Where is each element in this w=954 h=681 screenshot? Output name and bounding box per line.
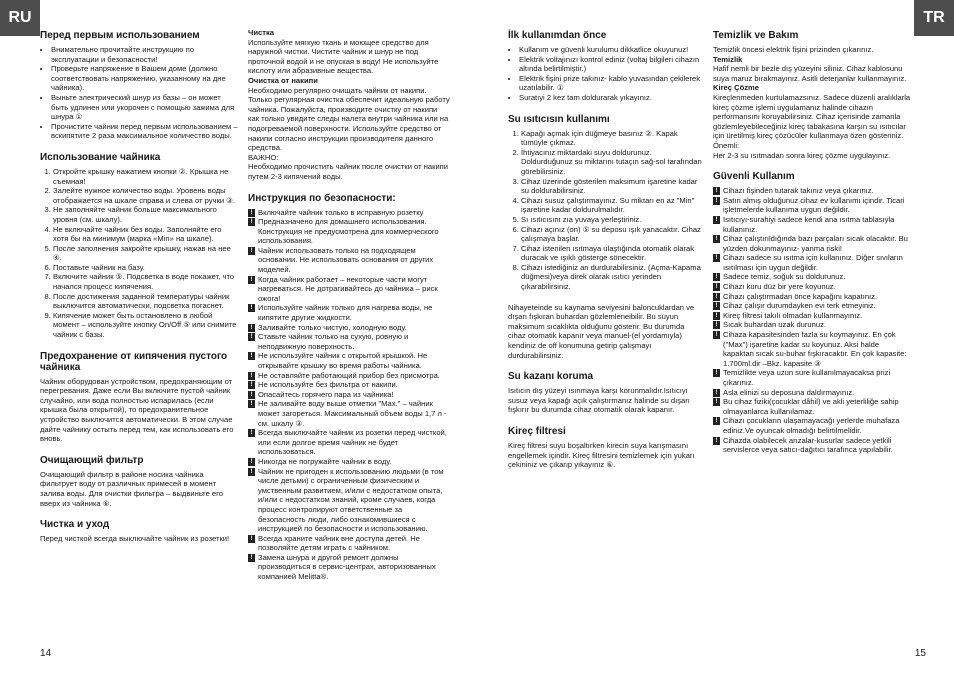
warning-icon: ! (713, 389, 720, 397)
tr-descale-important-label: Önemli: (713, 140, 740, 150)
tr-heater-list (508, 129, 704, 292)
ru-filter-title: Очищающий фильтр (40, 454, 144, 466)
list-item: 4. Не включайте чайник без воды. Заполняйте его хотя бы на минимум (марка «Min» на шкале). (53, 225, 238, 244)
warning-icon: ! (248, 352, 255, 360)
page-number-right: 15 (914, 648, 926, 659)
list-item: ! Не заливайте воду выше отметки "Max." – чайник может загореться. Максимальный объем воды 1,7 л - см. шкалу ③. (258, 399, 450, 428)
ru-care-text: Перед чисткой всегда выключайте чайник из розетки! (40, 534, 230, 544)
warning-icon: ! (248, 372, 255, 380)
warning-icon: ! (713, 331, 720, 339)
list-item: ! Не оставляйте работающий прибор без присмотра. (258, 371, 450, 381)
warning-icon: ! (713, 312, 720, 320)
language-tab-ru: RU (0, 0, 40, 36)
tr-descale-important-text: Her 2-3 su ısıtmadan sonra kireç çözme uygulayınız. (713, 150, 891, 160)
ru-first-use-list (40, 45, 238, 141)
list-item: • Проверьте напряжение в Вашем доме (должно соответствовать напряжению, указанному на дне чайника). (51, 64, 238, 93)
list-item: ! Cihaz çalıştırıldığında bazı parçaları sıcak olacaktır. Bu yüzden dokunmayınız- yanma riski! (723, 234, 911, 253)
list-item: ! Заливайте только чистую, холодную воду. (258, 323, 450, 333)
warning-icon: ! (713, 302, 720, 310)
list-item: ! Sadece temiz, soğuk su doldurunuz. (723, 272, 911, 282)
list-item: • Прочистите чайник перед первым использованием – вскипятите 2 раза максимальное количество воды. (51, 122, 238, 141)
list-item: 6. Cihazı açınız (on) ⑤ su deposu ışık yanacaktır. Cihaz çalışmaya başlar. (521, 225, 704, 244)
warning-icon: ! (248, 458, 255, 466)
warning-icon: ! (248, 400, 255, 408)
warning-icon: ! (713, 216, 720, 224)
warning-icon: ! (248, 304, 255, 312)
list-item: ! Опасайтесь горячего пара из чайника! (258, 390, 450, 400)
warning-icon: ! (713, 321, 720, 329)
warning-icon: ! (713, 398, 720, 406)
list-item: ! Bu cihaz fiziki(çocuklar dâhil) ve akli yeterliliğe sahip olmayanlarca kullanılamaz. (723, 397, 911, 416)
list-item: ! Satın almış olduğunuz cihaz ev kullanımı içindir. Ticari işletmelerde kullanıma uygun değildir. (723, 196, 911, 215)
list-item: 4. Cihazı susuz çalıştırmayınız. Su miktarı en az "Min" işaretine kadar doldurulmalıdır. (521, 196, 704, 215)
tr-cleaning-label: Temizlik (713, 54, 743, 64)
warning-icon: ! (248, 333, 255, 341)
list-item: • Suratıyi 2 kez tam doldurarak yıkayınız. (519, 93, 704, 103)
warning-icon: ! (248, 429, 255, 437)
list-item: ! Cihazda olabilecek arızalar-kusurlar sadece yetkili servislerce veya satıcı-dağıtıcı tarafınca yapılabilir. (723, 436, 911, 455)
language-tab-tr: TR (914, 0, 954, 36)
warning-icon: ! (713, 235, 720, 243)
ru-usage-list (40, 167, 238, 340)
list-item: • Выньте электрический шнур из базы – он может быть удлинен или укорочен с помощью зажима для шнура ① (51, 93, 238, 122)
ru-dry-boil-text: Чайник оборудован устройством, предохраняющим от перегревания. Даже если Вы включите пустой чайник случайно, или вода полностью испарилась (если крышка была открытой), то предохранительное устройство выключится автоматически. В этом случае дайте чайнику остыть перед тем, как использовать его вновь. (40, 376, 234, 444)
list-item: ! Cihazı çalıştırmadan önce kapağını kapatınız. (723, 292, 911, 302)
list-item: ! Ставьте чайник только на сухую, ровную и неподвижную поверхность. (258, 332, 450, 351)
list-item: ! Когда чайник работает – некоторые части могут нагреваться. Не дотрагивайтесь до чайника – риск ожога! (258, 275, 450, 304)
list-item: ! Никогда не погружайте чайник в воду. (258, 457, 450, 467)
ru-dry-boil-title: Предохранение от кипячения пустого чайника (40, 350, 228, 373)
list-item: 9. Кипячение может быть остановлено в любой момент – используйте кнопку On/Off ⑤ или снимите чайник с базы. (53, 311, 238, 340)
list-item: 2. İhtiyacınız miktardaki suyu doldurunuz. Doldurduğunuz su miktarını tutaçın sağ-sol tarafından görebilirsiniz. (521, 148, 704, 177)
list-item: ! Sıcak buhardan uzak durunuz. (723, 320, 911, 330)
list-item: 7. Включите чайник ⑤. Подсветка в воде покажет, что начался процесс кипячения. (53, 272, 238, 291)
list-item: 1. Откройте крышку нажатием кнопки ②. Крышка не съемная! (53, 167, 238, 186)
warning-icon: ! (248, 324, 255, 332)
ru-descale-important-text: Необходимо прочистить чайник после очистки от накипи путем 2-3 кипячений воды. (248, 162, 449, 181)
warning-icon: ! (713, 417, 720, 425)
tr-safety-title: Güvenli Kullanım (713, 171, 795, 183)
list-item: ! Temizlikte veya uzun sure kullanılmayacaksa prizi çıkarınız. (723, 368, 911, 387)
list-item: ! Не используйте без фильтра от накипи. (258, 380, 450, 390)
warning-icon: ! (248, 554, 255, 562)
list-item: ! Чайник использовать только на подходящем основании. Не использовать основания от других моделей. (258, 246, 450, 275)
list-item: 8. Cihazı istediğiniz an durdurabilirsiniz. (Açma-Kapama düğmesi)veya direk olarak ısıtıcı yerinden çıkarabilirsiniz. (521, 263, 704, 292)
list-item: ! Всегда храните чайник вне доступа детей. Не позволяйте детям играть с чайником. (258, 534, 450, 553)
tr-first-use-title: İlk kullanımdan önce (508, 30, 607, 41)
ru-clean-label: Чистка (248, 28, 274, 37)
tr-heater-note: Nihayeteinde su kaynama seviyesini baloncuklardan ve dışarı fışkıran buhardan gözlemleneibilir. Bu suyun maksimum sıcaklıkta olduğunu gösterir. Bu durumda cihaz otomatik kapanır veya manuel-(el yordamıyla) kendiniz de off konumuna getirip çalışmayı durdurabilirsiniz. (508, 302, 695, 360)
list-item: ! Cihazı çocukların ulaşamayacağı yerlerde muhafaza ediniz.Ve oyuncak olmadığı belirtilmelidir. (723, 416, 911, 435)
list-item: 2. Залейте нужное количество воды. Уровень воды отображается на шкале справа и слева от ручки ③. (53, 186, 238, 205)
list-item: ! Kireç filtresi takılı olmadan kullanmayınız. (723, 311, 911, 321)
ru-column-1 (40, 30, 238, 544)
list-item: • Elektrik voltajınızı kontrol ediniz (voltaj bilgileri cihazın altında belirtilmiştir.) (519, 55, 704, 74)
ru-first-use-title: Перед первым использованием (40, 30, 200, 41)
tr-care-title: Temizlik ve Bakım (713, 30, 799, 41)
warning-icon: ! (713, 273, 720, 281)
warning-icon: ! (248, 276, 255, 284)
warning-icon: ! (713, 283, 720, 291)
tr-cleaning-text: Hafif nemli bir bezle dış yüzeyini siliniz. Cihaz kablosunu suya maruz bırakmayınız. Asitli deterjanlar kullanmayınız. (713, 64, 907, 83)
tr-safety-list (713, 186, 911, 455)
list-item: ! Чайник не пригоден к использованию людьми (в том числе детьми) с ограниченным физическим и умственным развитием, и/или с недостатком опыта, и/или с недостатком знаний, кроме случаев, когда процесс контролируют ответственные за безопасность люди, либо ознакомившиеся с инструкцией по безопасности и использованию. (258, 467, 450, 534)
list-item: ! Замена шнура и другой ремонт должны производиться в сервис-центрах, авторизованных компанией Melitta®. (258, 553, 450, 582)
list-item: • Внимательно прочитайте инструкцию по эксплуатации и безопасности! (51, 45, 238, 64)
warning-icon: ! (713, 187, 720, 195)
ru-descale-important-label: ВАЖНО: (248, 152, 279, 162)
ru-safety-title: Инструкция по безопасности: (248, 192, 396, 204)
list-item: ! Используйте чайник только для нагрева воды, не кипятите другие жидкости. (258, 303, 450, 322)
list-item: 7. Cihaz istenilen ısıtmaya ulaştığında otomatik olarak duracak ve ışıklı gösterge sönecektir. (521, 244, 704, 263)
warning-icon: ! (713, 293, 720, 301)
ru-descale-label: Очистка от накипи (248, 75, 318, 85)
tr-descale-label: Kireç Çözme (713, 83, 760, 93)
ru-care-title: Чистка и уход (40, 519, 110, 531)
tr-descale-text: Kireçlenmeden kurtulamazsınız. Sadece düzenli aralıklarla kireç çözme işlemi uygulamanız halinde cihazın performansını koruyabilirsiniz. Cihaz içerisinde zamanla gözlemleyebileceğiniz kireç tabakasına karşın su ısıtıcılar için üretilmiş kireç çözücüler kullanmaya özen gösteriniz. (713, 92, 911, 141)
list-item: 5. После заполнения закройте крышку, нажав на нее ④. (53, 244, 238, 263)
tr-column-2 (713, 30, 911, 455)
list-item: 6. Поставьте чайник на базу. (53, 263, 238, 273)
list-item: ! Предназначено для домашнего использования. Конструкция не предусмотрена для коммерческого использования. (258, 217, 450, 246)
tr-first-use-list (508, 45, 704, 103)
list-item: • Kullanım ve güvenli kurulumu dikkatlice okuyunuz! (519, 45, 704, 55)
warning-icon: ! (248, 381, 255, 389)
warning-icon: ! (248, 535, 255, 543)
warning-icon: ! (248, 391, 255, 399)
warning-icon: ! (248, 247, 255, 255)
warning-icon: ! (248, 218, 255, 226)
list-item: 8. После достижения заданной температуры чайник выключится автоматически, подсветка погаснет. (53, 292, 238, 311)
ru-usage-title: Использование чайника (40, 151, 161, 163)
list-item: 3. Не заполняйте чайник больше максимального уровня (см. шкалу). (53, 205, 238, 224)
tr-heater-title: Su ısıtıcısın kullanımı (508, 113, 610, 125)
ru-clean-text: Используйте мягкую ткань и моющее средство для наружной чистки. Чистите чайник и шнур не под проточной водой и не опуская в воду! Не используйте кислоту или абразивные вещества. (248, 37, 439, 76)
warning-icon: ! (713, 254, 720, 262)
ru-descale-text: Необходимо регулярно очищать чайник от накипи. Только регулярная очистка обеспечит идеальную работу чайника. Пожалуйста, производите очистку от накипи как только увидите следы налета внутри чайника или на подогреваемой поверхности. Используйте средство от накипи согласно инструкции производителя данного средства. (248, 85, 450, 153)
warning-icon: ! (248, 209, 255, 217)
list-item: ! Cihazı sadece su ısıtma için kullanınız. Diğer sıvıların ısıtılması için uygun değildir. (723, 253, 911, 272)
list-item: ! Cihaza kapasitesinden fazla su koymayınız. En çok ("Max") işaretine kadar su koyunuz. Aksi halde kapaktan sıcak su-buhar fışkıracaktır. En çok kapasite: 1.700ml.dir –Bkz. kapasite ③ (723, 330, 911, 368)
list-item: ! Asla elinizi su deposuna daldırmayınız. (723, 388, 911, 398)
warning-icon: ! (713, 197, 720, 205)
list-item: ! Cihazı fişinden tutarak takınız veya çıkarınız. (723, 186, 911, 196)
list-item: ! Включайте чайник только в исправную розетку (258, 208, 450, 218)
list-item: 5. Sı ısıtıcısını zıa yuvaya yerleştiriniz. (521, 215, 704, 225)
tr-column-1 (508, 30, 704, 470)
list-item: ! Isıtıcıyı-surahiyi sadece kendi ana ısıtma tablasıyla kullanınız. (723, 215, 911, 234)
list-item: ! Cihaz çalışır durumdayken evi terk etmeyiniz. (723, 301, 911, 311)
ru-column-2 (248, 28, 450, 582)
warning-icon: ! (713, 369, 720, 377)
tr-dry-boil-title: Su kazanı koruma (508, 371, 594, 383)
list-item: ! Всегда выключайте чайник из розетки перед чисткой, или если долгое время чайник не будет использоваться. (258, 428, 450, 457)
ru-filter-text: Очищающий фильтр в районе носика чайника фильтрует воду от различных примесей в момент залива воды. Для очистки фильтра – выдвиньте его вверх из чайника ⑥. (40, 469, 223, 508)
ru-safety-list (248, 208, 450, 582)
tr-filter-text: Kireç filtresi suyu boşaltırken kirecin suya karışmasını engellemek içindir. Kireç filtresini temizlemek için yukarı çekininiz ve çıkarıp yıkayınız ⑥. (508, 441, 695, 470)
list-item: • Elektrik fişini prize takınız- kablo yuvasından çekilerek uzatılabilir. ① (519, 74, 704, 93)
list-item: ! Не используйте чайник с открытой крышкой. Не открывайте крышку во время работы чайника. (258, 351, 450, 370)
tr-filter-title: Kireç filtresi (508, 426, 566, 437)
page-number-left: 14 (40, 648, 52, 659)
tr-dry-boil-text: Isıtıcın dış yüzeyi ısınmaya karşı korunmalıdır.Isıtıcıyı susuz veya kapağı açık çalıştırmanız halinde su dışarı fışkırır bu durumda cihaz otomatik olarak kapanır. (508, 386, 690, 415)
warning-icon: ! (713, 437, 720, 445)
list-item: 3. Cihaz üzerinde gösterilen maksimum işaretine kadar su doldurabilirsiniz. (521, 177, 704, 196)
list-item: ! Cihazı kuru düz bir yere koyunuz. (723, 282, 911, 292)
list-item: 1. Kapağı açmak için düğmeye basınız ②. Kapak tümüyle çıkmaz. (521, 129, 704, 148)
tr-care-text: Temizlik öncesi elektrik fişini prizinden çıkarınız. (713, 45, 874, 54)
warning-icon: ! (248, 468, 255, 476)
